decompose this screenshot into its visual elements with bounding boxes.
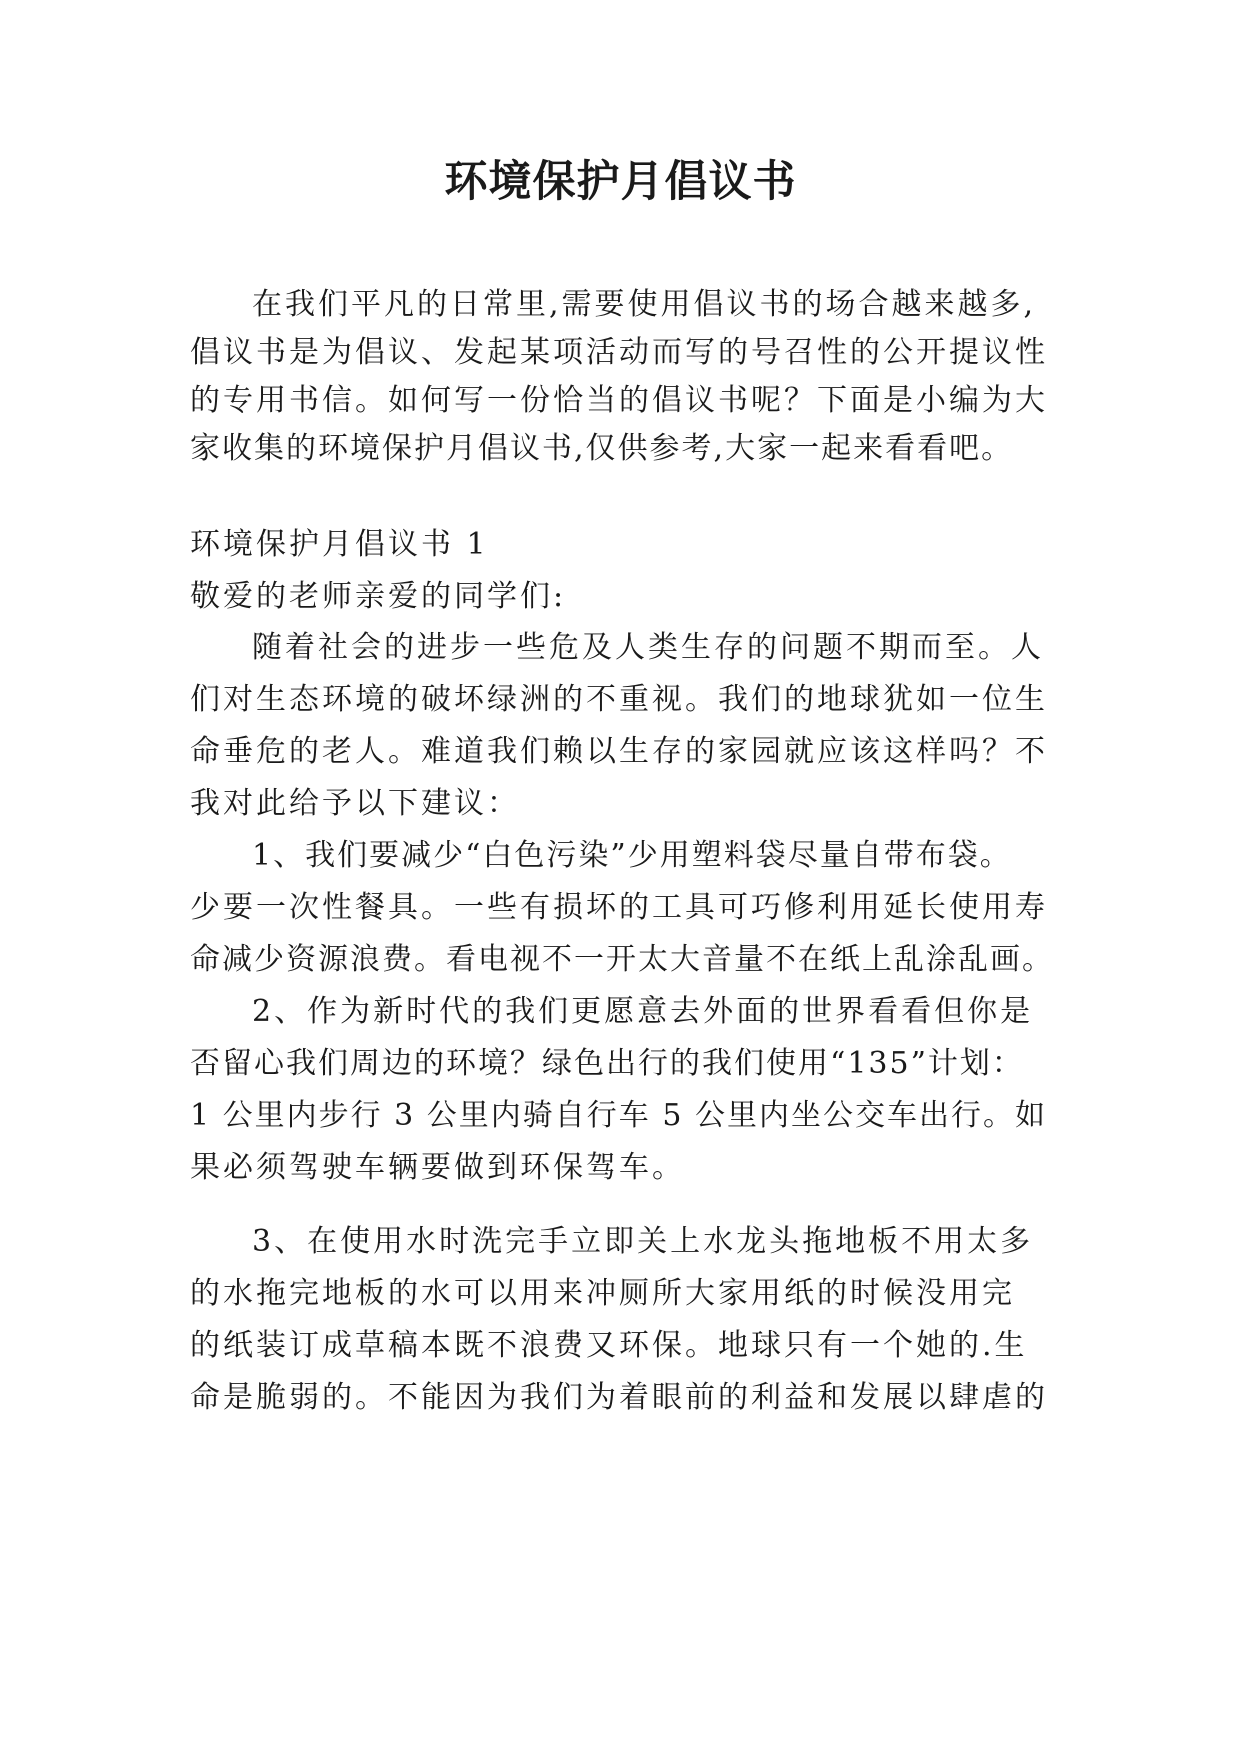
paragraph-line: 命垂危的老人。难道我们赖以生存的家园就应该这样吗？不 [190,734,1048,769]
point-1-line: 命减少资源浪费。看电视不一开太大音量不在纸上乱涂乱画。 [190,942,1054,977]
point-2-line: 2、作为新时代的我们更愿意去外面的世界看看但你是 [252,994,1034,1029]
intro-line: 倡议书是为倡议、发起某项活动而写的号召性的公开提议性 [190,335,1048,370]
paragraph-line: 我对此给予以下建议： [190,786,520,821]
document-title: 环境保护月倡议书 [444,157,797,207]
intro-line: 家收集的环境保护月倡议书,仅供参考,大家一起来看看吧。 [190,431,1014,466]
point-3-line: 命是脆弱的。不能因为我们为着眼前的利益和发展以肆虐的 [190,1380,1048,1415]
paragraph-line: 们对生态环境的破坏绿洲的不重视。我们的地球犹如一位生 [190,682,1048,717]
point-3-line: 3、在使用水时洗完手立即关上水龙头拖地板不用太多 [252,1224,1034,1259]
point-2-line: 果必须驾驶车辆要做到环保驾车。 [190,1150,685,1185]
intro-line: 的专用书信。如何写一份恰当的倡议书呢？下面是小编为大 [190,383,1048,418]
point-3-line: 的纸装订成草稿本既不浪费又环保。地球只有一个她的.生 [190,1328,1028,1363]
point-2-line: 1 公里内步行 3 公里内骑自行车 5 公里内坐公交车出行。如 [190,1098,1047,1133]
point-2-line: 否留心我们周边的环境？绿色出行的我们使用“135”计划： [190,1046,1024,1081]
point-1-line: 1、我们要减少“白色污染”少用塑料袋尽量自带布袋。 [252,838,1012,873]
paragraph-line: 随着社会的进步一些危及人类生存的问题不期而至。人 [252,630,1044,665]
intro-line: 在我们平凡的日常里,需要使用倡议书的场合越来越多, [252,287,1037,322]
section-title: 环境保护月倡议书 1 [190,527,489,562]
point-3-line: 的水拖完地板的水可以用来冲厕所大家用纸的时候没用完 [190,1276,1015,1311]
point-1-line: 少要一次性餐具。一些有损坏的工具可巧修利用延长使用寿 [190,890,1048,925]
salutation: 敬爱的老师亲爱的同学们: [190,579,567,614]
